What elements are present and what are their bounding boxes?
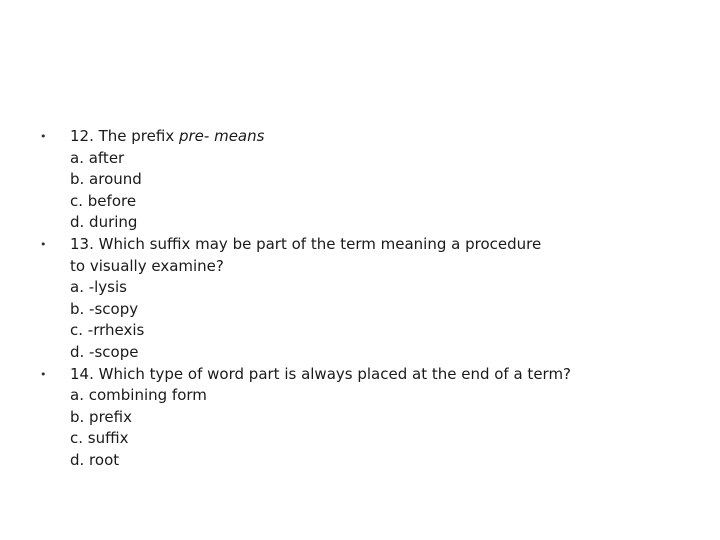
answer-option: b. prefix — [70, 407, 132, 426]
question-stem — [70, 126, 680, 148]
stem-italic-text: pre- means — [178, 127, 265, 145]
answer-option: d. -scope — [70, 342, 139, 361]
answer-option: c. suffix — [70, 429, 129, 448]
answer-option: c. -rrhexis — [70, 321, 145, 340]
answer-option: d. during — [70, 213, 138, 232]
question-list — [40, 126, 680, 472]
answer-option: c. before — [70, 191, 137, 210]
answer-option: d. root — [70, 450, 120, 469]
bullet-icon: • — [40, 130, 47, 143]
question-stem: 13. Which suffix may be part of the term meaning a procedure — [70, 234, 542, 253]
question-12 — [40, 126, 680, 234]
bullet-icon: • — [40, 367, 47, 381]
bullet-icon: • — [40, 237, 47, 251]
answer-option: a. combining form — [70, 386, 207, 405]
question-stem-continuation: to visually examine? — [70, 256, 224, 275]
answer-option: b. around — [70, 170, 142, 189]
stem-text: 12. The prefix — [70, 127, 179, 145]
question-14 — [40, 364, 680, 472]
answer-option: b. -scopy — [70, 299, 139, 318]
answer-option: a. after — [70, 148, 125, 167]
question-stem: 14. Which type of word part is always placed at the end of a term? — [70, 364, 572, 383]
answer-option: a. -lysis — [70, 278, 127, 297]
question-13 — [40, 234, 680, 364]
